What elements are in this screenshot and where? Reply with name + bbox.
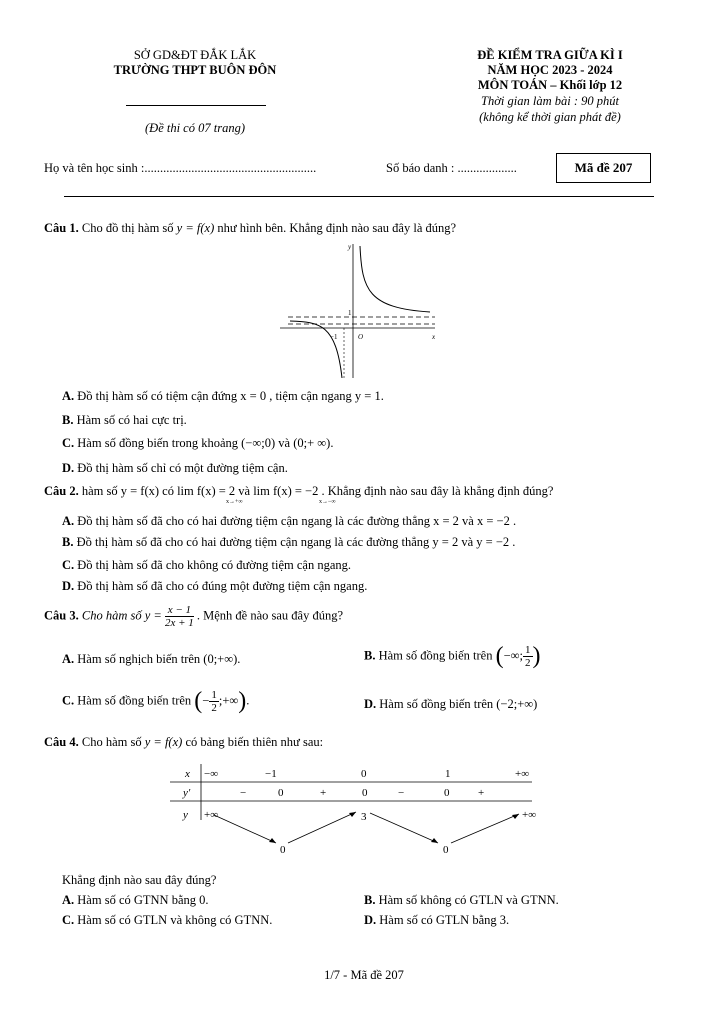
arrow-up-2 — [451, 814, 519, 843]
question-4-text-a: Cho hàm số — [81, 735, 142, 749]
question-1-text-a: Cho đồ thị hàm số — [81, 221, 174, 235]
question-3-fraction: $\frac{x - 1}{2x + 1}$ — [164, 604, 194, 629]
question-2 — [44, 484, 553, 499]
school-year: NĂM HỌC 2023 - 2024 — [487, 63, 613, 77]
y-val-start: +∞ — [204, 809, 219, 821]
y-val-min-1: 0 — [280, 844, 286, 856]
exam-code-box — [556, 153, 651, 183]
graph-tick-neg1: −1 — [330, 333, 338, 341]
table-row-x: x — [185, 768, 190, 780]
question-4-prompt: Khẳng định nào sau đây đúng? — [62, 873, 217, 887]
question-3-option-b[interactable]: B. Hàm số đồng biến trên (−∞; $\frac{1}{2}$ ) — [364, 643, 541, 669]
exam-title: ĐỀ KIỂM TRA GIỮA KÌ I — [477, 48, 623, 62]
question-4 — [44, 735, 323, 750]
student-id-field: Số báo danh : ................... — [386, 161, 517, 175]
yp-zero-3: 0 — [444, 787, 450, 799]
y-val-max: 3 — [361, 811, 367, 823]
time-limit: Thời gian làm bài : 90 phút — [481, 94, 619, 108]
question-3-text-a: Cho hàm số y = — [81, 608, 162, 623]
question-3 — [44, 604, 343, 629]
question-4-option-d[interactable]: D. Hàm số có GTLN bằng 3. — [364, 913, 510, 927]
question-2-option-b[interactable]: B. Đồ thị hàm số đã cho có hai đường tiệm cận ngang là các đường thẳng y = 2 và y = −2 . — [62, 535, 516, 549]
exam-code: Mã đề 207 — [574, 160, 633, 175]
header-underline — [126, 105, 266, 106]
yp-sign-2: + — [320, 787, 327, 799]
x-val-pos-inf: +∞ — [515, 768, 530, 780]
question-2-option-a[interactable]: A. Đồ thị hàm số đã cho có hai đường tiệm cận ngang là các đường thẳng x = 2 và x = −2 . — [62, 514, 517, 528]
question-1-option-b[interactable]: B. Hàm số có hai cực trị. — [62, 413, 187, 427]
yp-sign-1: − — [240, 787, 247, 799]
question-4-option-c[interactable]: C. Hàm số có GTLN và không có GTNN. — [62, 913, 273, 927]
y-val-min-2: 0 — [443, 844, 449, 856]
arrow-up-1 — [288, 812, 356, 843]
yp-sign-3: − — [398, 787, 405, 799]
graph-y-label: y — [348, 243, 352, 251]
x-val-0: 0 — [361, 768, 367, 780]
question-4-option-a[interactable]: A. Hàm số có GTNN bằng 0. — [62, 893, 209, 907]
curve-right-branch — [360, 246, 430, 312]
subject: MÔN TOÁN – Khối lớp 12 — [477, 78, 623, 92]
lim2-subscript: x→−∞ — [319, 499, 336, 505]
x-val-1: 1 — [445, 768, 451, 780]
divider — [64, 196, 654, 197]
table-row-y: y — [183, 809, 188, 821]
arrow-down-1 — [214, 815, 276, 843]
question-4-text-b: có bảng biến thiên như sau: — [185, 735, 324, 749]
x-val-neg-inf: −∞ — [204, 768, 219, 780]
table-row-yp: y′ — [183, 787, 191, 799]
y-val-end: +∞ — [522, 809, 537, 821]
student-name-field: Họ và tên học sinh :....................................................... — [44, 161, 317, 175]
variation-table — [170, 760, 560, 860]
graph-tick-1: 1 — [348, 309, 352, 317]
question-1-label: Câu 1. — [44, 221, 79, 235]
lim1-subscript: x→+∞ — [226, 499, 243, 505]
school-department: SỞ GD&ĐT ĐẮK LẮK — [133, 48, 257, 62]
question-2-option-d[interactable]: D. Đồ thị hàm số đã cho có đúng một đường tiệm cận ngang. — [62, 579, 368, 593]
question-2-text: hàm số y = f(x) có lim f(x) = 2 và lim f(x) = −2 . Khẳng định nào sau đây là khẳng định đúng? — [81, 484, 554, 498]
yp-zero-1: 0 — [278, 787, 284, 799]
question-3-label: Câu 3. — [44, 608, 79, 623]
question-3-option-d[interactable]: D. Hàm số đồng biến trên (−2;+∞) — [364, 697, 538, 711]
question-3-option-a[interactable]: A. Hàm số nghịch biến trên (0;+∞). — [62, 652, 241, 666]
yp-zero-2: 0 — [362, 787, 368, 799]
curve-left-branch — [290, 321, 342, 378]
question-2-option-c[interactable]: C. Đồ thị hàm số đã cho không có đường tiệm cận ngang. — [62, 558, 352, 572]
page-count-note: (Đề thi có 07 trang) — [145, 121, 245, 135]
question-1-text-b: như hình bên. Khẳng định nào sau đây là đúng? — [217, 221, 457, 235]
question-3-option-c[interactable]: C. Hàm số đồng biến trên (− $\frac{1}{2}$ ;+∞). — [62, 688, 250, 714]
question-1-option-c[interactable]: C. Hàm số đồng biến trong khoảng (−∞;0) và (0;+ ∞). — [62, 436, 334, 450]
x-val-neg1: −1 — [265, 768, 277, 780]
question-1-option-a[interactable]: A. Đồ thị hàm số có tiệm cận đứng x = 0 , tiệm cận ngang y = 1. — [62, 389, 384, 403]
question-1-option-d[interactable]: D. Đồ thị hàm số chỉ có một đường tiệm cận. — [62, 461, 288, 475]
question-3-text-b: . Mệnh đề nào sau đây đúng? — [196, 608, 344, 623]
question-1 — [44, 221, 456, 236]
yp-sign-4: + — [478, 787, 485, 799]
time-note: (không kể thời gian phát đề) — [479, 110, 621, 124]
arrow-down-2 — [370, 813, 438, 843]
question-4-label: Câu 4. — [44, 735, 79, 749]
question-4-option-b[interactable]: B. Hàm số không có GTLN và GTNN. — [364, 893, 559, 907]
question-1-expr: y = f(x) — [176, 221, 215, 235]
question-1-graph — [280, 240, 440, 380]
question-2-label: Câu 2. — [44, 484, 79, 498]
page-footer: 1/7 - Mã đề 207 — [324, 968, 404, 982]
question-4-expr: y = f(x) — [144, 735, 183, 749]
graph-origin: O — [358, 333, 364, 341]
school-name: TRƯỜNG THPT BUÔN ĐÔN — [113, 63, 277, 77]
graph-x-label: x — [432, 333, 436, 341]
